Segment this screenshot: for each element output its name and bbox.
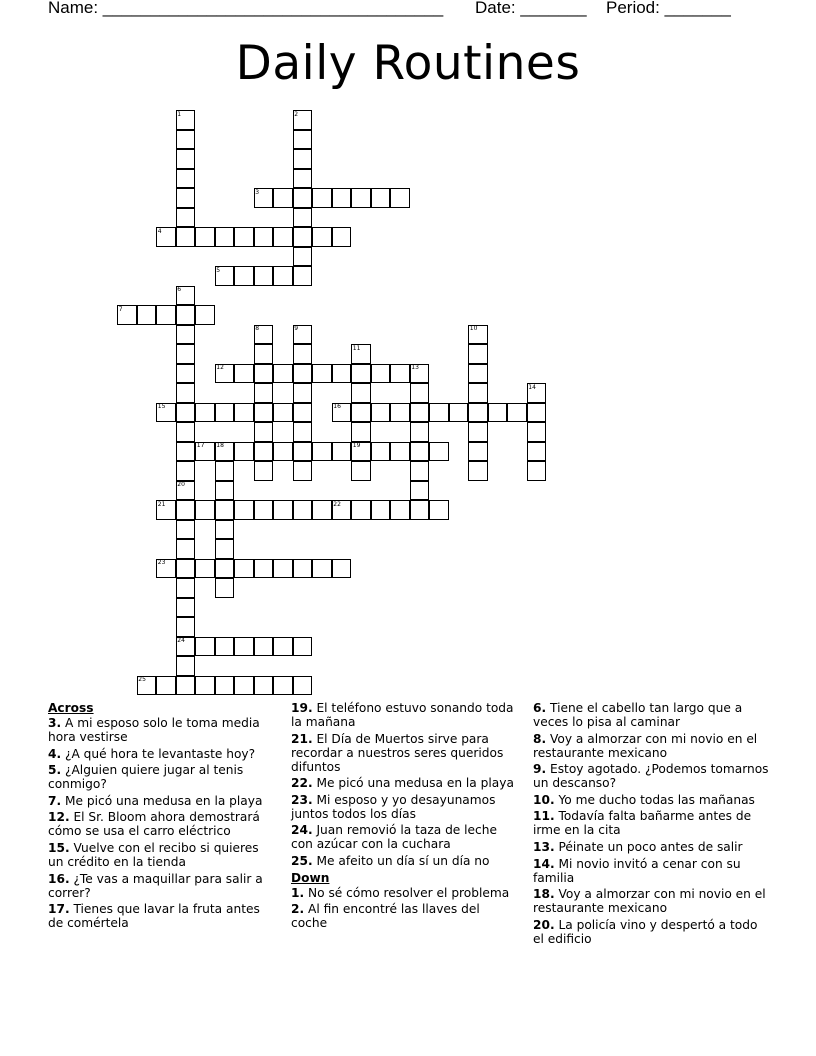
grid-cell[interactable] bbox=[156, 403, 176, 423]
grid-cell[interactable] bbox=[254, 676, 274, 696]
grid-cell[interactable] bbox=[254, 422, 274, 442]
grid-cell[interactable] bbox=[449, 403, 469, 423]
grid-cell[interactable] bbox=[293, 383, 313, 403]
clue-number-label: 13 bbox=[411, 364, 419, 371]
clue-number-label: 19 bbox=[352, 442, 361, 449]
grid-cell[interactable] bbox=[215, 227, 235, 247]
grid-cell[interactable] bbox=[273, 676, 293, 696]
grid-cell[interactable] bbox=[293, 149, 313, 169]
grid-cell[interactable] bbox=[332, 364, 352, 384]
clue-number-label: 17 bbox=[196, 442, 205, 449]
grid-cell[interactable] bbox=[195, 403, 215, 423]
grid-cell[interactable] bbox=[273, 188, 293, 208]
grid-cell[interactable] bbox=[410, 364, 430, 384]
clue-text: A mi esposo solo le toma media hora vestirse bbox=[48, 716, 260, 744]
grid-cell[interactable] bbox=[390, 442, 410, 462]
grid-cell[interactable] bbox=[468, 383, 488, 403]
grid-cell[interactable] bbox=[195, 637, 215, 657]
grid-cell[interactable] bbox=[176, 227, 196, 247]
clue-number-label: 15 bbox=[157, 403, 166, 410]
grid-cell[interactable] bbox=[468, 422, 488, 442]
grid-cell[interactable] bbox=[293, 344, 313, 364]
grid-cell[interactable] bbox=[410, 383, 430, 403]
clue-number: 18. bbox=[533, 887, 555, 902]
grid-cell[interactable] bbox=[234, 266, 254, 286]
grid-cell[interactable] bbox=[215, 559, 235, 579]
grid-cell[interactable] bbox=[215, 578, 235, 598]
grid-cell[interactable] bbox=[215, 520, 235, 540]
grid-cell[interactable] bbox=[215, 637, 235, 657]
clue-text: Todavía falta bañarme antes de irme en la cita bbox=[533, 809, 752, 838]
clue-text: Tienes que lavar la fruta antes de comértela bbox=[48, 902, 260, 931]
across-clue bbox=[291, 732, 519, 774]
grid-cell[interactable] bbox=[234, 637, 254, 657]
clue-number: 15. bbox=[48, 840, 70, 855]
down-clue bbox=[291, 902, 519, 930]
grid-cell[interactable] bbox=[137, 305, 157, 325]
grid-cell[interactable] bbox=[351, 344, 371, 364]
grid-cell[interactable] bbox=[351, 383, 371, 403]
clue-number-label: 23 bbox=[157, 559, 166, 566]
down-clue bbox=[533, 918, 769, 946]
grid-cell[interactable] bbox=[254, 403, 274, 423]
clue-text: Mi esposo y yo desayunamos juntos todos los días bbox=[291, 792, 496, 821]
clue-number-label: 14 bbox=[528, 383, 536, 391]
grid-cell[interactable] bbox=[332, 188, 352, 208]
name-field[interactable]: Name: ____________________________________ bbox=[48, 0, 444, 17]
grid-cell[interactable] bbox=[293, 461, 313, 481]
grid-cell[interactable] bbox=[273, 559, 293, 579]
grid-cell[interactable] bbox=[254, 383, 274, 403]
grid-cell[interactable] bbox=[332, 403, 352, 423]
grid-cell[interactable] bbox=[390, 403, 410, 423]
grid-cell[interactable] bbox=[176, 325, 196, 345]
grid-cell[interactable] bbox=[176, 481, 196, 501]
clue-text: Me afeito un día sí un día no bbox=[312, 853, 490, 868]
grid-cell[interactable] bbox=[176, 344, 196, 364]
across-clue bbox=[291, 823, 519, 851]
grid-cell[interactable] bbox=[117, 305, 137, 325]
clue-text: El teléfono estuvo sonando toda la mañana bbox=[291, 701, 514, 729]
clue-number: 4. bbox=[48, 746, 62, 761]
grid-cell[interactable] bbox=[312, 364, 332, 384]
grid-cell[interactable] bbox=[390, 364, 410, 384]
grid-cell[interactable] bbox=[351, 500, 371, 520]
down-clue bbox=[291, 886, 519, 900]
grid-cell[interactable] bbox=[234, 364, 254, 384]
grid-cell[interactable] bbox=[293, 325, 313, 345]
grid-cell[interactable] bbox=[215, 500, 235, 520]
clue-number: 1. bbox=[291, 885, 305, 900]
period-field[interactable]: Period: _______ bbox=[606, 0, 731, 17]
clue-number-label: 1 bbox=[177, 110, 182, 118]
clue-number: 9. bbox=[533, 762, 547, 777]
grid-cell[interactable] bbox=[293, 208, 313, 228]
clue-text: ¿A qué hora te levantaste hoy? bbox=[61, 746, 256, 761]
across-clue bbox=[291, 854, 519, 868]
grid-cell[interactable] bbox=[176, 188, 196, 208]
grid-cell[interactable] bbox=[293, 227, 313, 247]
grid-cell[interactable] bbox=[293, 266, 313, 286]
grid-cell[interactable] bbox=[156, 227, 176, 247]
date-field[interactable]: Date: _______ bbox=[475, 0, 587, 17]
grid-cell[interactable] bbox=[293, 422, 313, 442]
grid-cell[interactable] bbox=[215, 481, 235, 501]
grid-cell[interactable] bbox=[468, 461, 488, 481]
grid-cell[interactable] bbox=[507, 403, 527, 423]
grid-cell[interactable] bbox=[254, 344, 274, 364]
clue-number: 21. bbox=[291, 731, 313, 746]
grid-cell[interactable] bbox=[234, 676, 254, 696]
grid-cell[interactable] bbox=[176, 149, 196, 169]
grid-cell[interactable] bbox=[195, 442, 215, 462]
grid-cell[interactable] bbox=[254, 266, 274, 286]
grid-cell[interactable] bbox=[488, 403, 508, 423]
across-clue bbox=[48, 872, 270, 900]
clue-number-label: 5 bbox=[216, 266, 221, 274]
grid-cell[interactable] bbox=[312, 442, 332, 462]
grid-cell[interactable] bbox=[215, 364, 235, 384]
clue-number: 23. bbox=[291, 792, 313, 807]
grid-cell[interactable] bbox=[293, 169, 313, 189]
grid-cell[interactable] bbox=[176, 617, 196, 637]
grid-cell[interactable] bbox=[254, 227, 274, 247]
grid-cell[interactable] bbox=[332, 442, 352, 462]
grid-cell[interactable] bbox=[527, 403, 547, 423]
grid-cell[interactable] bbox=[429, 403, 449, 423]
grid-cell[interactable] bbox=[176, 500, 196, 520]
grid-cell[interactable] bbox=[390, 500, 410, 520]
clue-text: El Sr. Bloom ahora demostrará cómo se usa el carro eléctrico bbox=[48, 810, 260, 839]
grid-cell[interactable] bbox=[351, 188, 371, 208]
down-clue bbox=[533, 840, 769, 854]
clue-number: 24. bbox=[291, 823, 313, 838]
grid-cell[interactable] bbox=[293, 247, 313, 267]
grid-cell[interactable] bbox=[293, 403, 313, 423]
grid-cell[interactable] bbox=[527, 422, 547, 442]
down-clue bbox=[533, 762, 769, 790]
grid-cell[interactable] bbox=[410, 442, 430, 462]
clue-number-label: 8 bbox=[255, 325, 260, 332]
grid-cell[interactable] bbox=[176, 442, 196, 462]
grid-cell[interactable] bbox=[527, 383, 547, 403]
grid-cell[interactable] bbox=[254, 188, 274, 208]
grid-cell[interactable] bbox=[176, 130, 196, 150]
grid-cell[interactable] bbox=[468, 325, 488, 345]
grid-cell[interactable] bbox=[429, 442, 449, 462]
grid-cell[interactable] bbox=[351, 461, 371, 481]
grid-cell[interactable] bbox=[176, 637, 196, 657]
clue-number-label: 3 bbox=[255, 188, 260, 196]
grid-cell[interactable] bbox=[254, 442, 274, 462]
clue-number: 12. bbox=[48, 810, 70, 825]
clue-number-label: 16 bbox=[333, 403, 341, 410]
across-clue bbox=[48, 747, 270, 761]
grid-cell[interactable] bbox=[293, 130, 313, 150]
down-clue bbox=[533, 809, 769, 837]
grid-cell[interactable] bbox=[293, 637, 313, 657]
clue-number-label: 7 bbox=[118, 305, 123, 313]
clue-number-label: 4 bbox=[157, 227, 162, 235]
across-clue bbox=[291, 793, 519, 821]
grid-cell[interactable] bbox=[293, 110, 313, 130]
clue-number-label: 24 bbox=[177, 637, 185, 644]
grid-cell[interactable] bbox=[371, 364, 391, 384]
grid-cell[interactable] bbox=[429, 500, 449, 520]
clue-text: Mi novio invitó a cenar con su familia bbox=[533, 856, 741, 885]
grid-cell[interactable] bbox=[234, 559, 254, 579]
grid-cell[interactable] bbox=[156, 500, 176, 520]
grid-cell[interactable] bbox=[234, 403, 254, 423]
grid-cell[interactable] bbox=[234, 500, 254, 520]
clue-text: No sé cómo resolver el problema bbox=[304, 885, 510, 900]
clue-number: 16. bbox=[48, 871, 70, 886]
grid-cell[interactable] bbox=[176, 305, 196, 325]
grid-cell[interactable] bbox=[410, 500, 430, 520]
clue-number-label: 22 bbox=[333, 500, 341, 508]
grid-cell[interactable] bbox=[332, 227, 352, 247]
clue-text: Voy a almorzar con mi novio en el restaurante mexicano bbox=[533, 731, 758, 760]
down-clue bbox=[533, 857, 769, 885]
clue-number-label: 25 bbox=[138, 676, 146, 683]
grid-cell[interactable] bbox=[176, 676, 196, 696]
grid-cell[interactable] bbox=[410, 481, 430, 501]
grid-cell[interactable] bbox=[293, 364, 313, 384]
grid-cell[interactable] bbox=[293, 559, 313, 579]
clue-text: Péinate un poco antes de salir bbox=[554, 839, 743, 854]
grid-cell[interactable] bbox=[215, 266, 235, 286]
down-heading: Down bbox=[291, 870, 330, 885]
grid-cell[interactable] bbox=[312, 500, 332, 520]
grid-cell[interactable] bbox=[293, 500, 313, 520]
grid-cell[interactable] bbox=[176, 286, 196, 306]
grid-cell[interactable] bbox=[312, 188, 332, 208]
clue-number-label: 20 bbox=[177, 481, 185, 488]
grid-cell[interactable] bbox=[332, 500, 352, 520]
clue-number: 13. bbox=[533, 839, 555, 854]
grid-cell[interactable] bbox=[410, 422, 430, 442]
grid-cell[interactable] bbox=[176, 422, 196, 442]
grid-cell[interactable] bbox=[273, 637, 293, 657]
across-clue bbox=[48, 841, 270, 869]
grid-cell[interactable] bbox=[156, 305, 176, 325]
clue-text: Tiene el cabello tan largo que a veces lo pisa al caminar bbox=[533, 701, 743, 729]
clue-number: 6. bbox=[533, 701, 547, 715]
grid-cell[interactable] bbox=[195, 227, 215, 247]
grid-cell[interactable] bbox=[215, 442, 235, 462]
grid-cell[interactable] bbox=[312, 559, 332, 579]
page-title: Daily Routines bbox=[235, 36, 581, 91]
grid-cell[interactable] bbox=[293, 188, 313, 208]
clue-column-2 bbox=[291, 701, 519, 933]
clue-text: Me picó una medusa en la playa bbox=[61, 793, 263, 808]
grid-cell[interactable] bbox=[273, 442, 293, 462]
clue-text: ¿Te vas a maquillar para salir a correr? bbox=[48, 871, 263, 900]
clue-text: Vuelve con el recibo si quieres un crédito en la tienda bbox=[48, 840, 259, 869]
clue-number: 14. bbox=[533, 856, 555, 871]
grid-cell[interactable] bbox=[351, 364, 371, 384]
clue-column-1 bbox=[48, 701, 270, 933]
clue-text: Yo me ducho todas las mañanas bbox=[554, 792, 755, 807]
grid-cell[interactable] bbox=[273, 364, 293, 384]
down-clue bbox=[533, 793, 769, 807]
grid-cell[interactable] bbox=[371, 442, 391, 462]
grid-cell[interactable] bbox=[176, 169, 196, 189]
grid-cell[interactable] bbox=[527, 461, 547, 481]
clue-number-label: 9 bbox=[294, 325, 299, 332]
grid-cell[interactable] bbox=[332, 559, 352, 579]
grid-cell[interactable] bbox=[195, 559, 215, 579]
clue-number: 19. bbox=[291, 701, 313, 715]
grid-cell[interactable] bbox=[137, 676, 157, 696]
clue-number: 11. bbox=[533, 809, 555, 824]
down-clue bbox=[533, 732, 769, 760]
grid-cell[interactable] bbox=[371, 188, 391, 208]
across-clue bbox=[291, 701, 519, 729]
clue-text: La policía vino y despertó a todo el edificio bbox=[533, 917, 758, 946]
across-clue bbox=[291, 776, 519, 790]
across-clue bbox=[48, 794, 270, 808]
clue-number-label: 10 bbox=[469, 325, 478, 332]
clue-text: El Día de Muertos sirve para recordar a nuestros seres queridos difuntos bbox=[291, 731, 504, 774]
grid-cell[interactable] bbox=[273, 500, 293, 520]
grid-cell[interactable] bbox=[351, 442, 371, 462]
grid-cell[interactable] bbox=[273, 403, 293, 423]
grid-cell[interactable] bbox=[156, 676, 176, 696]
grid-cell[interactable] bbox=[254, 364, 274, 384]
grid-cell[interactable] bbox=[176, 520, 196, 540]
grid-cell[interactable] bbox=[176, 559, 196, 579]
clue-number-label: 6 bbox=[177, 286, 182, 293]
grid-cell[interactable] bbox=[195, 676, 215, 696]
grid-cell[interactable] bbox=[390, 188, 410, 208]
clue-number: 2. bbox=[291, 902, 305, 917]
grid-cell[interactable] bbox=[215, 539, 235, 559]
clue-text: Estoy agotado. ¿Podemos tomarnos un descanso? bbox=[533, 762, 769, 791]
grid-cell[interactable] bbox=[293, 442, 313, 462]
clue-number: 22. bbox=[291, 776, 313, 791]
clue-number-label: 11 bbox=[352, 344, 361, 352]
across-clue bbox=[48, 902, 270, 930]
clue-number: 17. bbox=[48, 902, 70, 917]
grid-cell[interactable] bbox=[312, 227, 332, 247]
grid-cell[interactable] bbox=[254, 461, 274, 481]
grid-cell[interactable] bbox=[371, 403, 391, 423]
grid-cell[interactable] bbox=[176, 461, 196, 481]
grid-cell[interactable] bbox=[176, 656, 196, 676]
clue-text: Me picó una medusa en la playa bbox=[312, 776, 514, 791]
clue-column-3 bbox=[533, 701, 769, 948]
grid-cell[interactable] bbox=[371, 500, 391, 520]
grid-cell[interactable] bbox=[254, 559, 274, 579]
grid-cell[interactable] bbox=[176, 383, 196, 403]
clue-text: ¿Alguien quiere jugar al tenis conmigo? bbox=[48, 763, 244, 792]
grid-cell[interactable] bbox=[215, 403, 235, 423]
grid-cell[interactable] bbox=[215, 461, 235, 481]
grid-cell[interactable] bbox=[293, 676, 313, 696]
clue-text: Juan removió la taza de leche con azúcar con la cuchara bbox=[291, 823, 497, 852]
clue-number-label: 2 bbox=[294, 110, 299, 118]
grid-cell[interactable] bbox=[195, 500, 215, 520]
grid-cell[interactable] bbox=[410, 403, 430, 423]
grid-cell[interactable] bbox=[176, 598, 196, 618]
clue-number: 20. bbox=[533, 917, 555, 932]
grid-cell[interactable] bbox=[468, 442, 488, 462]
across-heading: Across bbox=[48, 701, 94, 715]
clue-text: Voy a almorzar con mi novio en el restaurante mexicano bbox=[533, 887, 766, 916]
grid-cell[interactable] bbox=[351, 422, 371, 442]
grid-cell[interactable] bbox=[176, 208, 196, 228]
grid-cell[interactable] bbox=[254, 325, 274, 345]
grid-cell[interactable] bbox=[254, 637, 274, 657]
clue-number: 3. bbox=[48, 716, 62, 730]
clue-number-label: 21 bbox=[157, 500, 166, 508]
grid-cell[interactable] bbox=[156, 559, 176, 579]
grid-cell[interactable] bbox=[176, 403, 196, 423]
clue-number: 25. bbox=[291, 853, 313, 868]
grid-cell[interactable] bbox=[176, 578, 196, 598]
grid-cell[interactable] bbox=[176, 110, 196, 130]
grid-cell[interactable] bbox=[273, 227, 293, 247]
grid-cell[interactable] bbox=[176, 539, 196, 559]
grid-cell[interactable] bbox=[527, 442, 547, 462]
clue-number: 7. bbox=[48, 793, 62, 808]
grid-cell[interactable] bbox=[195, 305, 215, 325]
grid-cell[interactable] bbox=[273, 266, 293, 286]
grid-cell[interactable] bbox=[234, 442, 254, 462]
grid-cell[interactable] bbox=[410, 461, 430, 481]
down-clue bbox=[533, 887, 769, 915]
across-clue bbox=[48, 716, 270, 744]
clue-text: Al fin encontré las llaves del coche bbox=[291, 902, 480, 931]
grid-cell[interactable] bbox=[176, 364, 196, 384]
grid-cell[interactable] bbox=[234, 227, 254, 247]
grid-cell[interactable] bbox=[468, 344, 488, 364]
across-clue bbox=[48, 810, 270, 838]
down-clue bbox=[533, 701, 769, 729]
clue-number-label: 12 bbox=[216, 364, 224, 371]
clue-number-label: 18 bbox=[216, 442, 224, 449]
grid-cell[interactable] bbox=[215, 676, 235, 696]
grid-cell[interactable] bbox=[468, 364, 488, 384]
clue-number: 5. bbox=[48, 763, 62, 778]
across-clue bbox=[48, 763, 270, 791]
grid-cell[interactable] bbox=[468, 403, 488, 423]
clue-number: 10. bbox=[533, 792, 555, 807]
clue-number: 8. bbox=[533, 731, 547, 746]
grid-cell[interactable] bbox=[254, 500, 274, 520]
grid-cell[interactable] bbox=[351, 403, 371, 423]
